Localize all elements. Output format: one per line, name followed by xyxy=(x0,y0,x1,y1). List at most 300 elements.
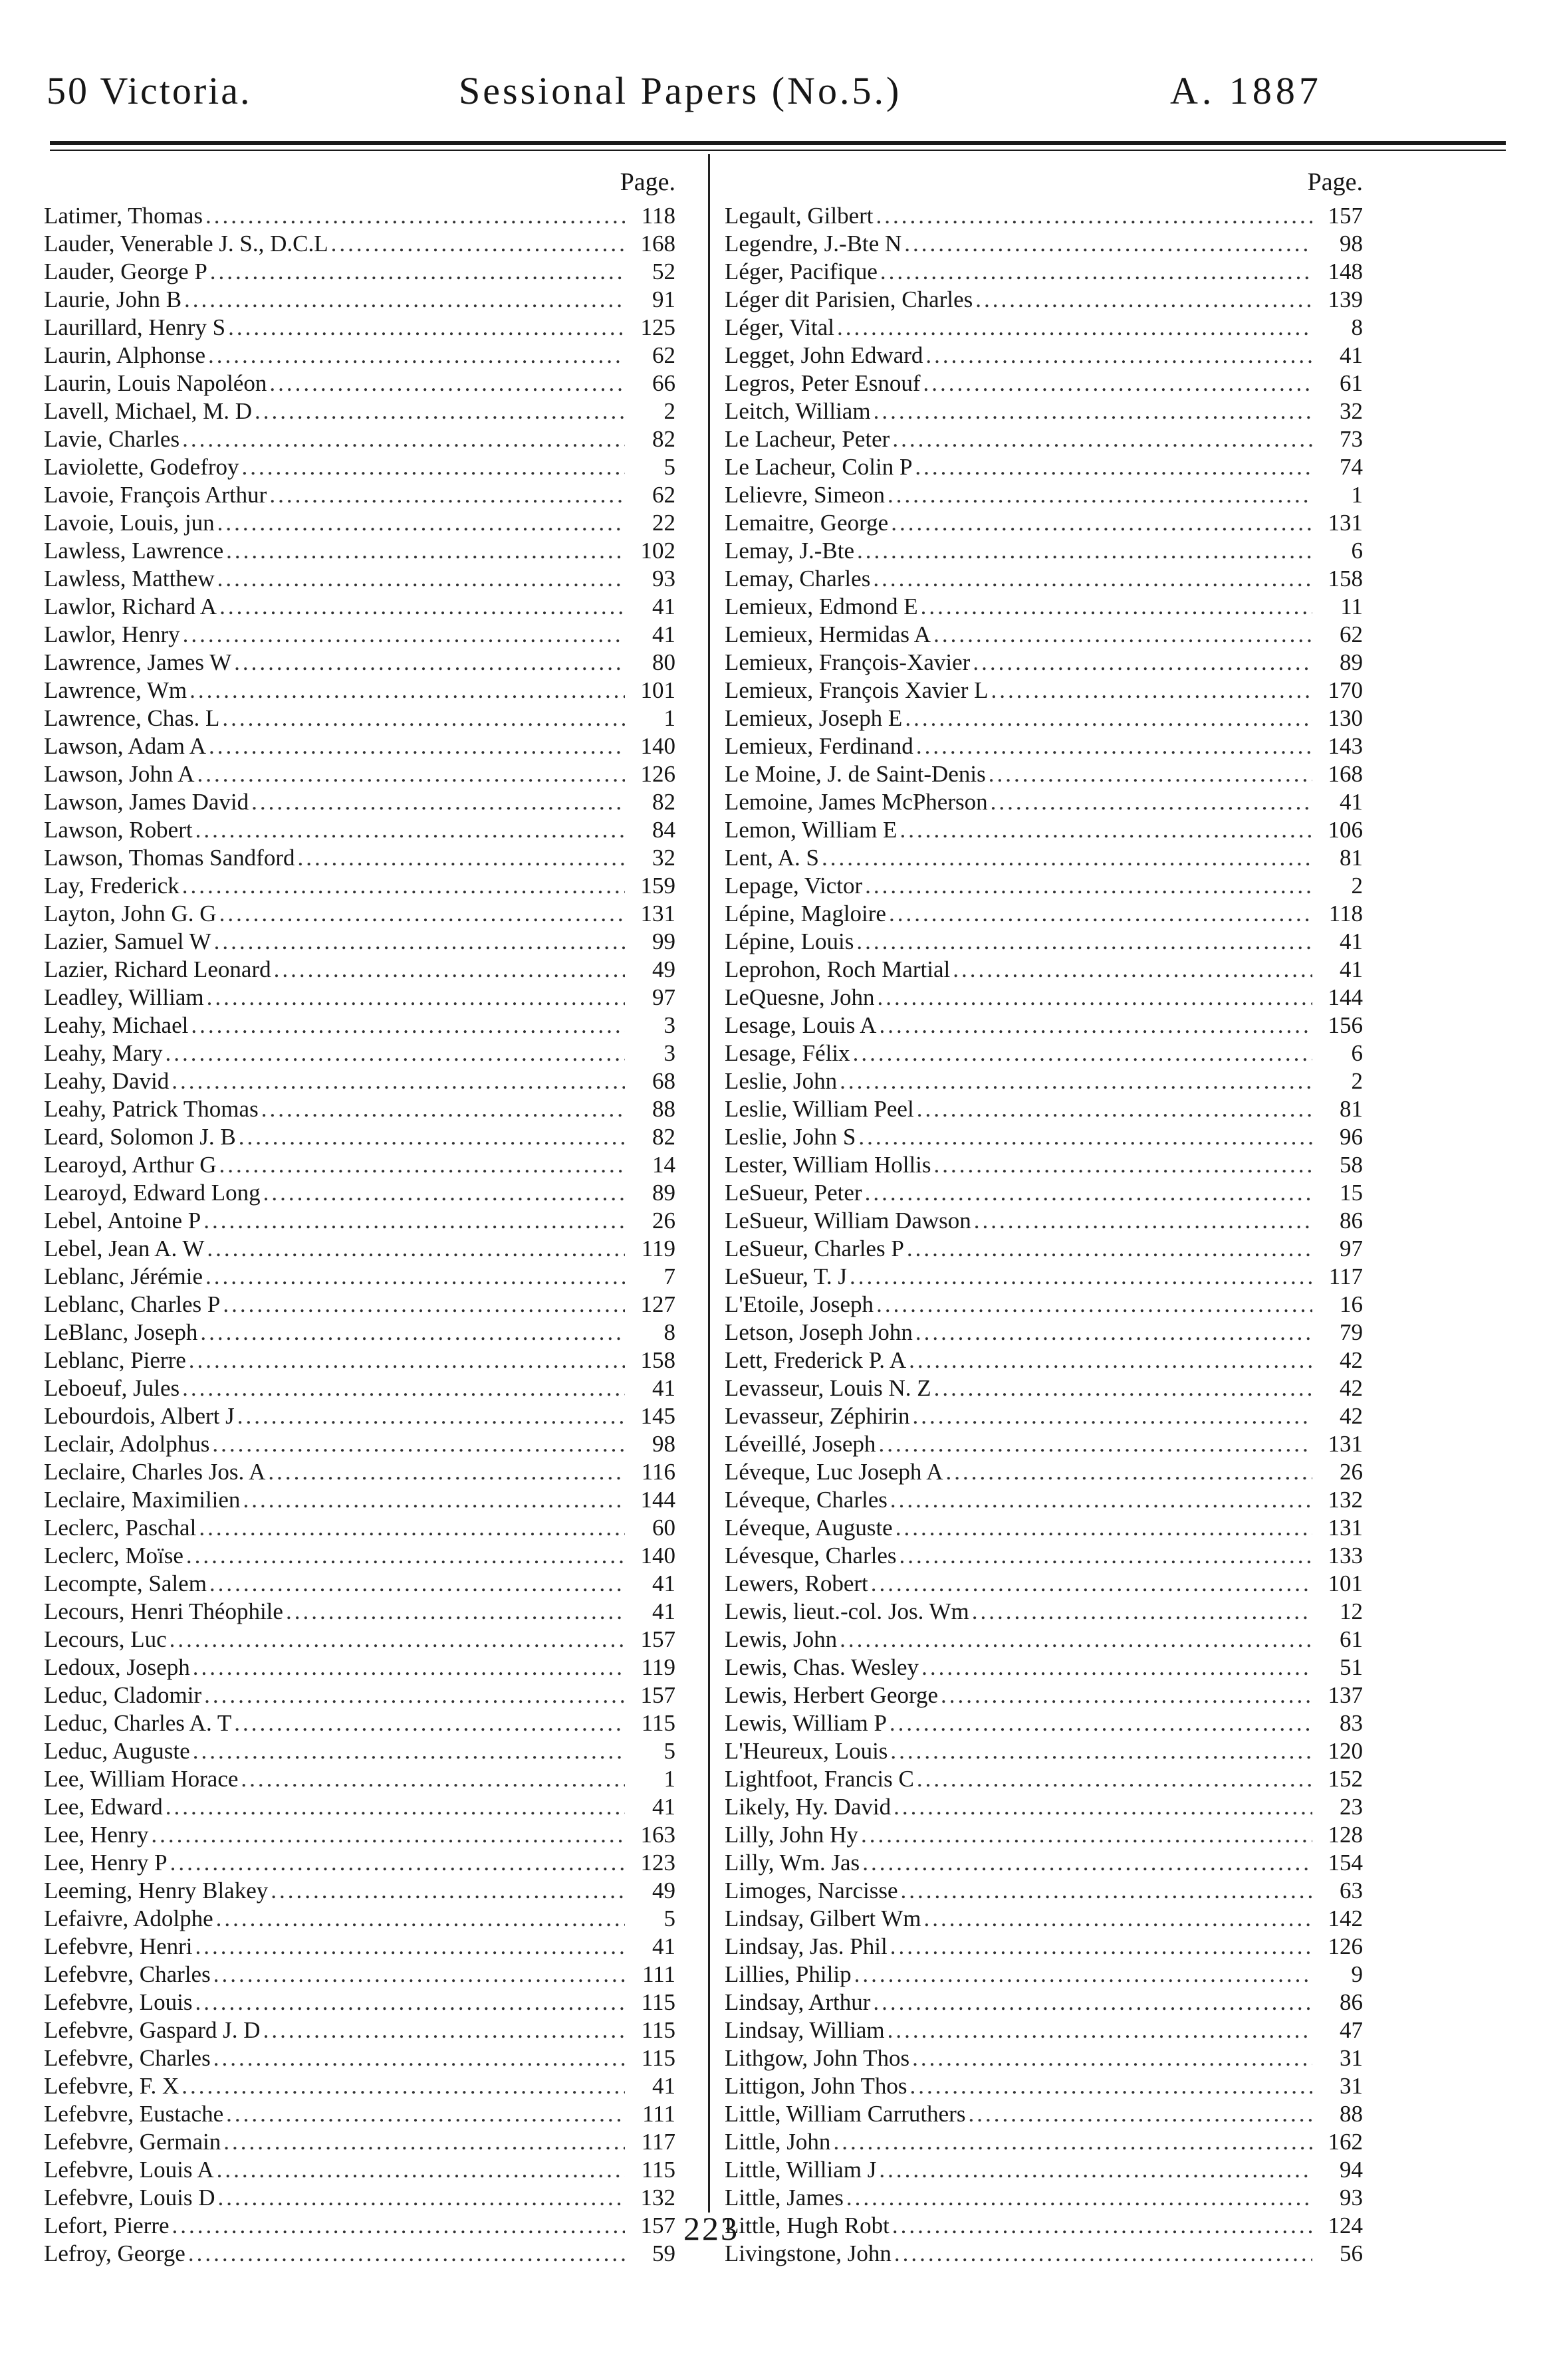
entry-name: Leeming, Henry Blakey xyxy=(44,1878,269,1903)
entry-name: Lemieux, François Xavier L xyxy=(725,677,989,703)
entry-name: Lefebvre, Henri xyxy=(44,1933,193,1959)
index-entry xyxy=(44,760,675,788)
entry-name: Laviolette, Godefroy xyxy=(44,454,239,480)
entry-name: Livingstone, John xyxy=(725,2240,892,2266)
index-entry xyxy=(725,2128,1363,2156)
index-entry xyxy=(44,1681,675,1709)
entry-page-number: 131 xyxy=(640,901,675,926)
index-entry xyxy=(44,2212,675,2240)
column-page-heading: Page. xyxy=(620,168,675,196)
entry-page-number: 106 xyxy=(1328,817,1363,843)
entry-name: Leahy, Michael xyxy=(44,1012,189,1038)
dot-leader xyxy=(242,453,625,481)
dot-leader xyxy=(895,1514,1312,1542)
index-entry xyxy=(44,788,675,816)
index-entry xyxy=(725,1905,1363,1933)
entry-page-number: 143 xyxy=(1328,733,1363,759)
entry-name: Legendre, J.-Bte N xyxy=(725,231,902,257)
index-entry xyxy=(725,1347,1363,1374)
dot-leader xyxy=(890,1709,1312,1737)
dot-leader xyxy=(200,1319,625,1347)
entry-name: LeQuesne, John xyxy=(725,984,875,1010)
entry-name: Lemieux, François-Xavier xyxy=(725,649,971,675)
index-entry xyxy=(725,1989,1363,2016)
dot-leader xyxy=(975,286,1312,314)
dot-leader xyxy=(968,2100,1312,2128)
entry-page-number: 9 xyxy=(1351,1961,1363,1987)
dot-leader xyxy=(904,230,1312,258)
entry-name: Lefort, Pierre xyxy=(44,2213,170,2238)
entry-page-number: 119 xyxy=(641,1236,675,1261)
entry-name: Lindsay, Jas. Phil xyxy=(725,1933,888,1959)
dot-leader xyxy=(226,537,625,565)
entry-name: Leslie, William Peel xyxy=(725,1096,914,1122)
dot-leader xyxy=(170,1849,625,1877)
dot-leader xyxy=(880,258,1312,286)
entry-name: Leslie, John S xyxy=(725,1124,856,1150)
entry-name: Lewis, Chas. Wesley xyxy=(725,1654,919,1680)
entry-name: Lavoie, Louis, jun xyxy=(44,510,215,536)
index-entry xyxy=(44,1933,675,1961)
entry-name: Leblanc, Charles P xyxy=(44,1291,221,1317)
index-entry xyxy=(725,1123,1363,1151)
entry-name: Leclaire, Maximilien xyxy=(44,1487,241,1513)
entry-page-number: 83 xyxy=(1340,1710,1363,1736)
index-entry xyxy=(725,1067,1363,1095)
dot-leader xyxy=(182,872,625,900)
index-entry xyxy=(44,704,675,732)
dot-leader xyxy=(989,760,1312,788)
entry-page-number: 152 xyxy=(1328,1766,1363,1792)
index-entry xyxy=(725,1933,1363,1961)
dot-leader xyxy=(298,844,626,872)
entry-page-number: 96 xyxy=(1340,1124,1363,1150)
dot-leader xyxy=(181,2072,625,2100)
dot-leader xyxy=(890,1486,1312,1514)
index-entry xyxy=(725,453,1363,481)
dot-leader xyxy=(268,1458,625,1486)
index-entry xyxy=(44,1709,675,1737)
entry-page-number: 128 xyxy=(1328,1822,1363,1848)
entry-name: Lefebvre, Charles xyxy=(44,2045,211,2071)
entry-page-number: 49 xyxy=(652,1878,675,1903)
index-entry xyxy=(44,425,675,453)
entry-page-number: 94 xyxy=(1340,2157,1363,2183)
entry-page-number: 49 xyxy=(652,956,675,982)
dot-leader xyxy=(188,2240,625,2268)
entry-page-number: 144 xyxy=(1328,984,1363,1010)
column-divider xyxy=(708,154,710,2213)
dot-leader xyxy=(917,1765,1312,1793)
entry-name: Leclair, Adolphus xyxy=(44,1431,210,1457)
dot-leader xyxy=(219,593,625,621)
index-entry xyxy=(725,1039,1363,1067)
dot-leader xyxy=(974,1207,1312,1235)
entry-name: Levasseur, Louis N. Z xyxy=(725,1375,931,1401)
entry-page-number: 158 xyxy=(1328,566,1363,592)
index-entry xyxy=(725,565,1363,593)
entry-name: Latimer, Thomas xyxy=(44,203,203,229)
entry-page-number: 32 xyxy=(652,845,675,871)
entry-name: Laurillard, Henry S xyxy=(44,314,226,340)
entry-name: LeBlanc, Joseph xyxy=(44,1319,198,1345)
entry-name: Lillies, Philip xyxy=(725,1961,852,1987)
index-entry xyxy=(725,1961,1363,1989)
entry-name: Lee, Henry xyxy=(44,1822,149,1848)
entry-name: Lefroy, George xyxy=(44,2240,185,2266)
entry-name: Leduc, Charles A. T xyxy=(44,1710,232,1736)
index-entry xyxy=(44,1095,675,1123)
entry-page-number: 16 xyxy=(1340,1291,1363,1317)
entry-page-number: 41 xyxy=(652,1598,675,1624)
entry-page-number: 26 xyxy=(1340,1459,1363,1485)
dot-leader xyxy=(261,1095,625,1123)
entry-name: Lawlor, Richard A xyxy=(44,594,217,619)
dot-leader xyxy=(239,1123,625,1151)
index-column-left xyxy=(44,162,675,2268)
entry-name: Lawrence, Wm xyxy=(44,677,187,703)
index-entry xyxy=(725,230,1363,258)
entry-name: Legget, John Edward xyxy=(725,342,923,368)
index-entry xyxy=(44,202,675,230)
entry-name: Laurie, John B xyxy=(44,286,182,312)
index-entry xyxy=(44,1737,675,1765)
entry-page-number: 131 xyxy=(1328,1515,1363,1541)
dot-leader xyxy=(203,1207,625,1235)
entry-page-number: 41 xyxy=(1340,928,1363,954)
entry-page-number: 145 xyxy=(640,1403,675,1429)
index-entry xyxy=(44,1654,675,1681)
index-entry xyxy=(44,1877,675,1905)
entry-name: Little, Hugh Robt xyxy=(725,2213,890,2238)
entry-page-number: 3 xyxy=(663,1040,675,1066)
dot-leader xyxy=(924,1905,1312,1933)
entry-page-number: 41 xyxy=(652,1570,675,1596)
entry-name: Lee, William Horace xyxy=(44,1766,239,1792)
index-entry xyxy=(44,1207,675,1235)
dot-leader xyxy=(182,425,625,453)
entry-page-number: 41 xyxy=(1340,956,1363,982)
entry-page-number: 86 xyxy=(1340,1989,1363,2015)
entry-page-number: 148 xyxy=(1328,259,1363,284)
entry-page-number: 56 xyxy=(1340,2240,1363,2266)
entry-name: Lee, Edward xyxy=(44,1794,163,1820)
dot-leader xyxy=(205,1263,625,1291)
index-entry xyxy=(725,1877,1363,1905)
entry-name: Lemoine, James McPherson xyxy=(725,789,988,815)
index-entry xyxy=(44,397,675,425)
dot-leader xyxy=(888,2016,1312,2044)
dot-leader xyxy=(941,1681,1312,1709)
dot-leader xyxy=(888,481,1312,509)
entry-name: Learoyd, Edward Long xyxy=(44,1180,261,1206)
entry-page-number: 144 xyxy=(640,1487,675,1513)
dot-leader xyxy=(195,1989,625,2016)
entry-page-number: 154 xyxy=(1328,1850,1363,1876)
entry-page-number: 88 xyxy=(1340,2101,1363,2127)
entry-page-number: 22 xyxy=(652,510,675,536)
index-entry xyxy=(725,1849,1363,1877)
index-entry xyxy=(725,2100,1363,2128)
entry-name: L'Heureux, Louis xyxy=(725,1738,888,1764)
index-entry xyxy=(44,1514,675,1542)
entry-page-number: 126 xyxy=(1328,1933,1363,1959)
dot-leader xyxy=(193,1737,625,1765)
entry-name: Lawlor, Henry xyxy=(44,621,180,647)
dot-leader xyxy=(237,1402,625,1430)
dot-leader xyxy=(916,732,1312,760)
entry-name: Léger, Vital xyxy=(725,314,834,340)
entry-name: Léveque, Auguste xyxy=(725,1515,893,1541)
entry-name: Lent, A. S xyxy=(725,845,819,871)
entry-page-number: 74 xyxy=(1340,454,1363,480)
index-entry xyxy=(44,509,675,537)
entry-name: Léveque, Luc Joseph A xyxy=(725,1459,943,1485)
index-entry xyxy=(725,844,1363,872)
index-entry xyxy=(44,1849,675,1877)
index-entry xyxy=(725,202,1363,230)
entry-page-number: 68 xyxy=(652,1068,675,1094)
dot-leader xyxy=(226,2100,625,2128)
entry-name: Littigon, John Thos xyxy=(725,2073,907,2099)
entry-page-number: 168 xyxy=(1328,761,1363,787)
entry-page-number: 98 xyxy=(1340,231,1363,257)
dot-leader xyxy=(865,872,1312,900)
index-entry xyxy=(725,1681,1363,1709)
entry-name: Little, John xyxy=(725,2129,831,2155)
entry-name: Lawson, Robert xyxy=(44,817,193,843)
entry-page-number: 7 xyxy=(663,1263,675,1289)
dot-leader xyxy=(856,928,1312,956)
dot-leader xyxy=(890,1737,1312,1765)
dot-leader xyxy=(857,537,1312,565)
entry-page-number: 170 xyxy=(1328,677,1363,703)
entry-name: Lefebvre, Louis D xyxy=(44,2185,215,2211)
index-entry xyxy=(725,1737,1363,1765)
dot-leader xyxy=(243,1486,625,1514)
index-entry xyxy=(725,1542,1363,1570)
index-entry xyxy=(725,1821,1363,1849)
index-entry xyxy=(44,370,675,397)
dot-leader xyxy=(915,1319,1312,1347)
entry-page-number: 137 xyxy=(1328,1682,1363,1708)
entry-page-number: 59 xyxy=(652,2240,675,2266)
entry-name: Lithgow, John Thos xyxy=(725,2045,910,2071)
dot-leader xyxy=(189,1347,625,1374)
dot-leader xyxy=(189,677,625,704)
dot-leader xyxy=(953,956,1312,984)
index-entry xyxy=(725,1486,1363,1514)
dot-leader xyxy=(219,900,625,928)
entry-name: LeSueur, William Dawson xyxy=(725,1208,971,1234)
dot-leader xyxy=(222,704,625,732)
entry-name: Laurin, Alphonse xyxy=(44,342,206,368)
entry-name: Lelievre, Simeon xyxy=(725,482,886,508)
entry-name: Lauder, George P xyxy=(44,259,207,284)
dot-leader xyxy=(891,509,1312,537)
dot-leader xyxy=(216,1905,625,1933)
index-entry xyxy=(44,1151,675,1179)
entry-page-number: 1 xyxy=(1351,482,1363,508)
index-entry xyxy=(44,1626,675,1654)
dot-leader xyxy=(207,984,625,1012)
entry-name: Leadley, William xyxy=(44,984,204,1010)
index-entry xyxy=(725,1263,1363,1291)
dot-leader xyxy=(873,1989,1312,2016)
index-entry xyxy=(44,1765,675,1793)
entry-page-number: 115 xyxy=(641,2017,675,2043)
entry-name: Leahy, David xyxy=(44,1068,170,1094)
entry-page-number: 99 xyxy=(652,928,675,954)
index-entry xyxy=(44,1012,675,1039)
index-entry xyxy=(725,593,1363,621)
header-volume: 50 Victoria. xyxy=(47,69,252,112)
entry-name: Lecompte, Salem xyxy=(44,1570,207,1596)
index-entry xyxy=(725,537,1363,565)
index-entry xyxy=(44,1179,675,1207)
index-entry xyxy=(44,649,675,677)
entry-name: Lazier, Richard Leonard xyxy=(44,956,271,982)
entry-page-number: 124 xyxy=(1328,2213,1363,2238)
dot-leader xyxy=(204,1681,625,1709)
entry-name: Lauder, Venerable J. S., D.C.L xyxy=(44,231,328,257)
dot-leader xyxy=(837,314,1312,342)
entry-name: Léveque, Charles xyxy=(725,1487,888,1513)
index-entry xyxy=(725,872,1363,900)
entry-name: Leblanc, Jérémie xyxy=(44,1263,203,1289)
entry-page-number: 159 xyxy=(640,873,675,899)
entry-name: LeSueur, Peter xyxy=(725,1180,862,1206)
index-entry xyxy=(44,1402,675,1430)
index-entry xyxy=(725,425,1363,453)
index-entry xyxy=(44,2128,675,2156)
index-entry xyxy=(44,732,675,760)
dot-leader xyxy=(913,1402,1313,1430)
index-entry xyxy=(725,2044,1363,2072)
entry-name: L'Etoile, Joseph xyxy=(725,1291,874,1317)
entry-name: Lewis, lieut.-col. Jos. Wm xyxy=(725,1598,969,1624)
entry-page-number: 62 xyxy=(652,342,675,368)
entry-page-number: 41 xyxy=(1340,342,1363,368)
entry-page-number: 125 xyxy=(640,314,675,340)
dot-leader xyxy=(209,732,625,760)
dot-leader xyxy=(217,2156,625,2184)
index-entry xyxy=(725,1374,1363,1402)
entry-name: Lemay, J.-Bte xyxy=(725,538,855,564)
entry-page-number: 6 xyxy=(1351,1040,1363,1066)
dot-leader xyxy=(205,202,625,230)
index-entry xyxy=(44,956,675,984)
entry-name: Lemon, William E xyxy=(725,817,897,843)
entry-page-number: 101 xyxy=(1328,1570,1363,1596)
dot-leader xyxy=(873,565,1312,593)
dot-leader xyxy=(166,1039,626,1067)
index-entry xyxy=(725,509,1363,537)
dot-leader xyxy=(199,1514,625,1542)
entry-page-number: 89 xyxy=(652,1180,675,1206)
dot-leader xyxy=(234,1709,625,1737)
entry-name: Learoyd, Arthur G xyxy=(44,1152,217,1178)
dot-leader xyxy=(207,1235,625,1263)
index-entry xyxy=(44,258,675,286)
dot-leader xyxy=(933,621,1312,649)
entry-name: Lee, Henry P xyxy=(44,1850,168,1876)
dot-leader xyxy=(251,788,625,816)
index-entry xyxy=(44,677,675,704)
entry-name: Lawson, Adam A xyxy=(44,733,207,759)
dot-leader xyxy=(183,621,625,649)
entry-page-number: 97 xyxy=(652,984,675,1010)
entry-page-number: 82 xyxy=(652,1124,675,1150)
entry-page-number: 115 xyxy=(641,1710,675,1736)
entry-page-number: 41 xyxy=(652,621,675,647)
entry-name: Leprohon, Roch Martial xyxy=(725,956,951,982)
dot-leader xyxy=(255,397,625,425)
index-entry xyxy=(44,1598,675,1626)
dot-leader xyxy=(862,1849,1312,1877)
entry-name: Lemieux, Hermidas A xyxy=(725,621,931,647)
dot-leader xyxy=(213,2044,625,2072)
entry-page-number: 163 xyxy=(640,1822,675,1848)
entry-name: Léveillé, Joseph xyxy=(725,1431,876,1457)
entry-page-number: 158 xyxy=(640,1347,675,1373)
entry-name: Lawson, Thomas Sandford xyxy=(44,845,295,871)
entry-name: Lépine, Magloire xyxy=(725,901,886,926)
dot-leader xyxy=(214,928,625,956)
index-entry xyxy=(44,1793,675,1821)
entry-name: Lavell, Michael, M. D xyxy=(44,398,252,424)
entry-name: Lebel, Antoine P xyxy=(44,1208,201,1234)
entry-name: Lebel, Jean A. W xyxy=(44,1236,205,1261)
dot-leader xyxy=(219,1151,625,1179)
entry-page-number: 126 xyxy=(640,761,675,787)
dot-leader xyxy=(865,1179,1312,1207)
index-entry xyxy=(44,537,675,565)
dot-leader xyxy=(172,2212,625,2240)
entry-page-number: 42 xyxy=(1340,1347,1363,1373)
entry-page-number: 41 xyxy=(652,1933,675,1959)
entry-page-number: 139 xyxy=(1328,286,1363,312)
entry-page-number: 80 xyxy=(652,649,675,675)
index-entry xyxy=(44,2156,675,2184)
entry-page-number: 115 xyxy=(641,1989,675,2015)
entry-name: Layton, John G. G xyxy=(44,901,217,926)
index-entry xyxy=(725,1654,1363,1681)
entry-page-number: 115 xyxy=(641,2157,675,2183)
entry-name: Leclerc, Paschal xyxy=(44,1515,197,1541)
dot-leader xyxy=(917,1095,1312,1123)
dot-leader xyxy=(879,2156,1312,2184)
dot-leader xyxy=(853,1039,1312,1067)
dot-leader xyxy=(182,1374,625,1402)
entry-page-number: 119 xyxy=(641,1654,675,1680)
index-entry xyxy=(725,2240,1363,2268)
entry-page-number: 132 xyxy=(640,2185,675,2211)
dot-leader xyxy=(218,2184,625,2212)
entry-name: Lewis, William P xyxy=(725,1710,887,1736)
entry-name: Lefebvre, Louis xyxy=(44,1989,193,2015)
dot-leader xyxy=(900,1877,1312,1905)
entry-page-number: 26 xyxy=(652,1208,675,1234)
entry-page-number: 5 xyxy=(663,1905,675,1931)
index-entry xyxy=(44,844,675,872)
entry-name: Laurin, Louis Napoléon xyxy=(44,370,267,396)
entry-name: Leduc, Cladomir xyxy=(44,1682,202,1708)
dot-leader xyxy=(921,1654,1312,1681)
index-entry xyxy=(44,621,675,649)
index-entry xyxy=(725,1765,1363,1793)
entry-page-number: 98 xyxy=(652,1431,675,1457)
